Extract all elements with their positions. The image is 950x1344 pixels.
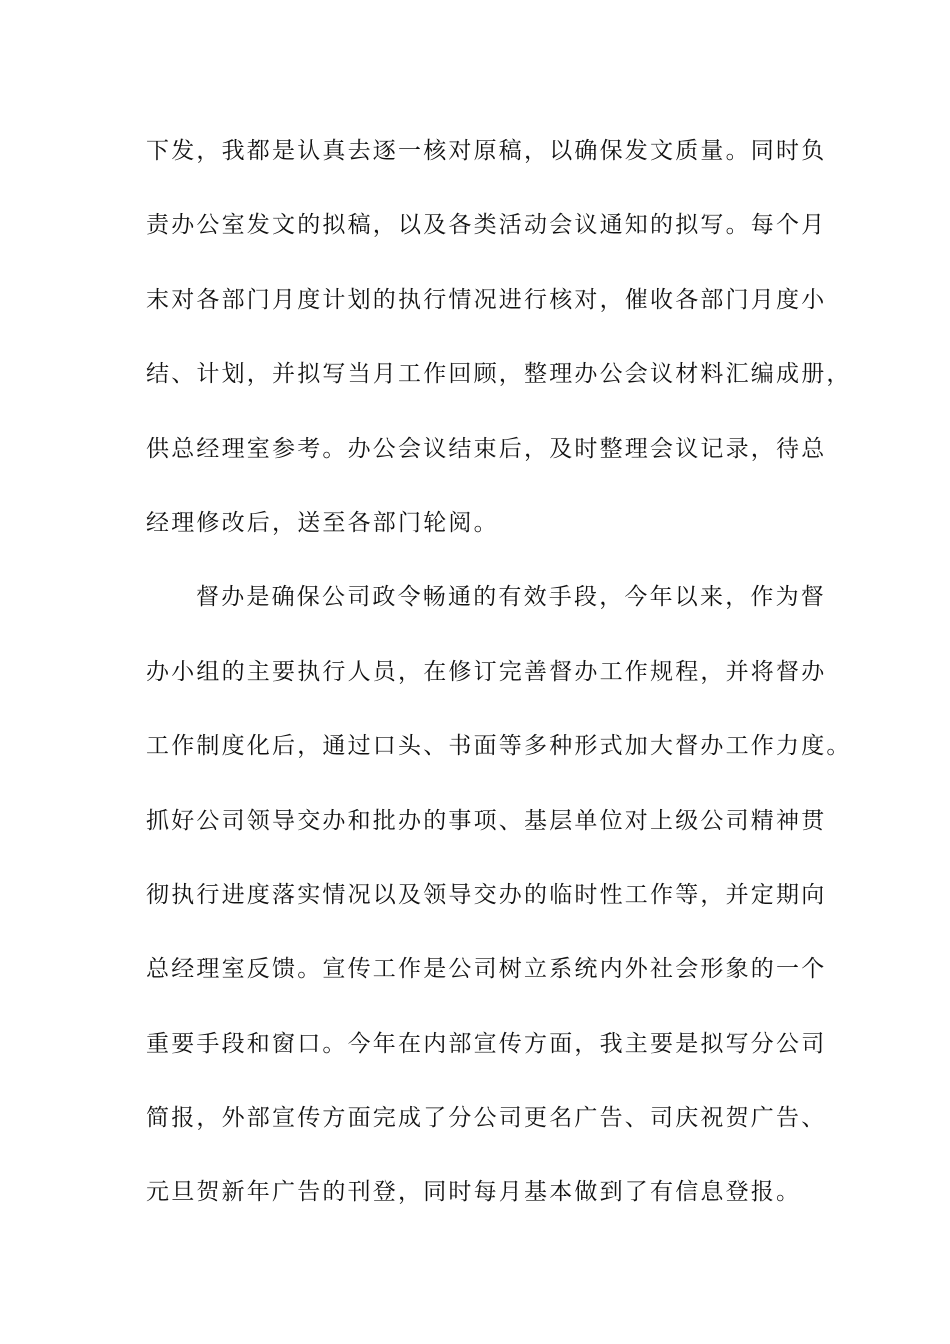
text-line: 简报，外部宣传方面完成了分公司更名广告、司庆祝贺广告、 <box>146 1105 827 1132</box>
text-line: 末对各部门月度计划的执行情况进行核对，催收各部门月度小 <box>146 286 827 313</box>
text-line: 抓好公司领导交办和批办的事项、基层单位对上级公司精神贯 <box>146 807 827 834</box>
text-line: 下发，我都是认真去逐一核对原稿，以确保发文质量。同时负 <box>146 138 827 164</box>
text-line: 重要手段和窗口。今年在内部宣传方面，我主要是拟写分公司 <box>146 1030 827 1057</box>
text-line: 结、计划，并拟写当月工作回顾，整理办公会议材料汇编成册， <box>146 361 852 388</box>
body-text <box>146 128 852 1244</box>
text-line: 供总经理室参考。办公会议结束后，及时整理会议记录，待总 <box>146 435 827 462</box>
text-line: 总经理室反馈。宣传工作是公司树立系统内外社会形象的一个 <box>146 956 827 983</box>
text-line: 工作制度化后，通过口头、书面等多种形式加大督办工作力度。 <box>146 733 852 760</box>
text-line: 责办公室发文的拟稿，以及各类活动会议通知的拟写。每个月 <box>146 212 827 239</box>
text-line: 经理修改后，送至各部门轮阅。 <box>146 509 499 536</box>
text-line: 办小组的主要执行人员，在修订完善督办工作规程，并将督办 <box>146 658 827 685</box>
text-line: 彻执行进度落实情况以及领导交办的临时性工作等，并定期向 <box>146 881 827 908</box>
text-line: 元旦贺新年广告的刊登，同时每月基本做到了有信息登报。 <box>146 1179 802 1206</box>
paragraph-start-line: 督办是确保公司政令畅通的有效手段，今年以来，作为督 <box>196 584 826 611</box>
